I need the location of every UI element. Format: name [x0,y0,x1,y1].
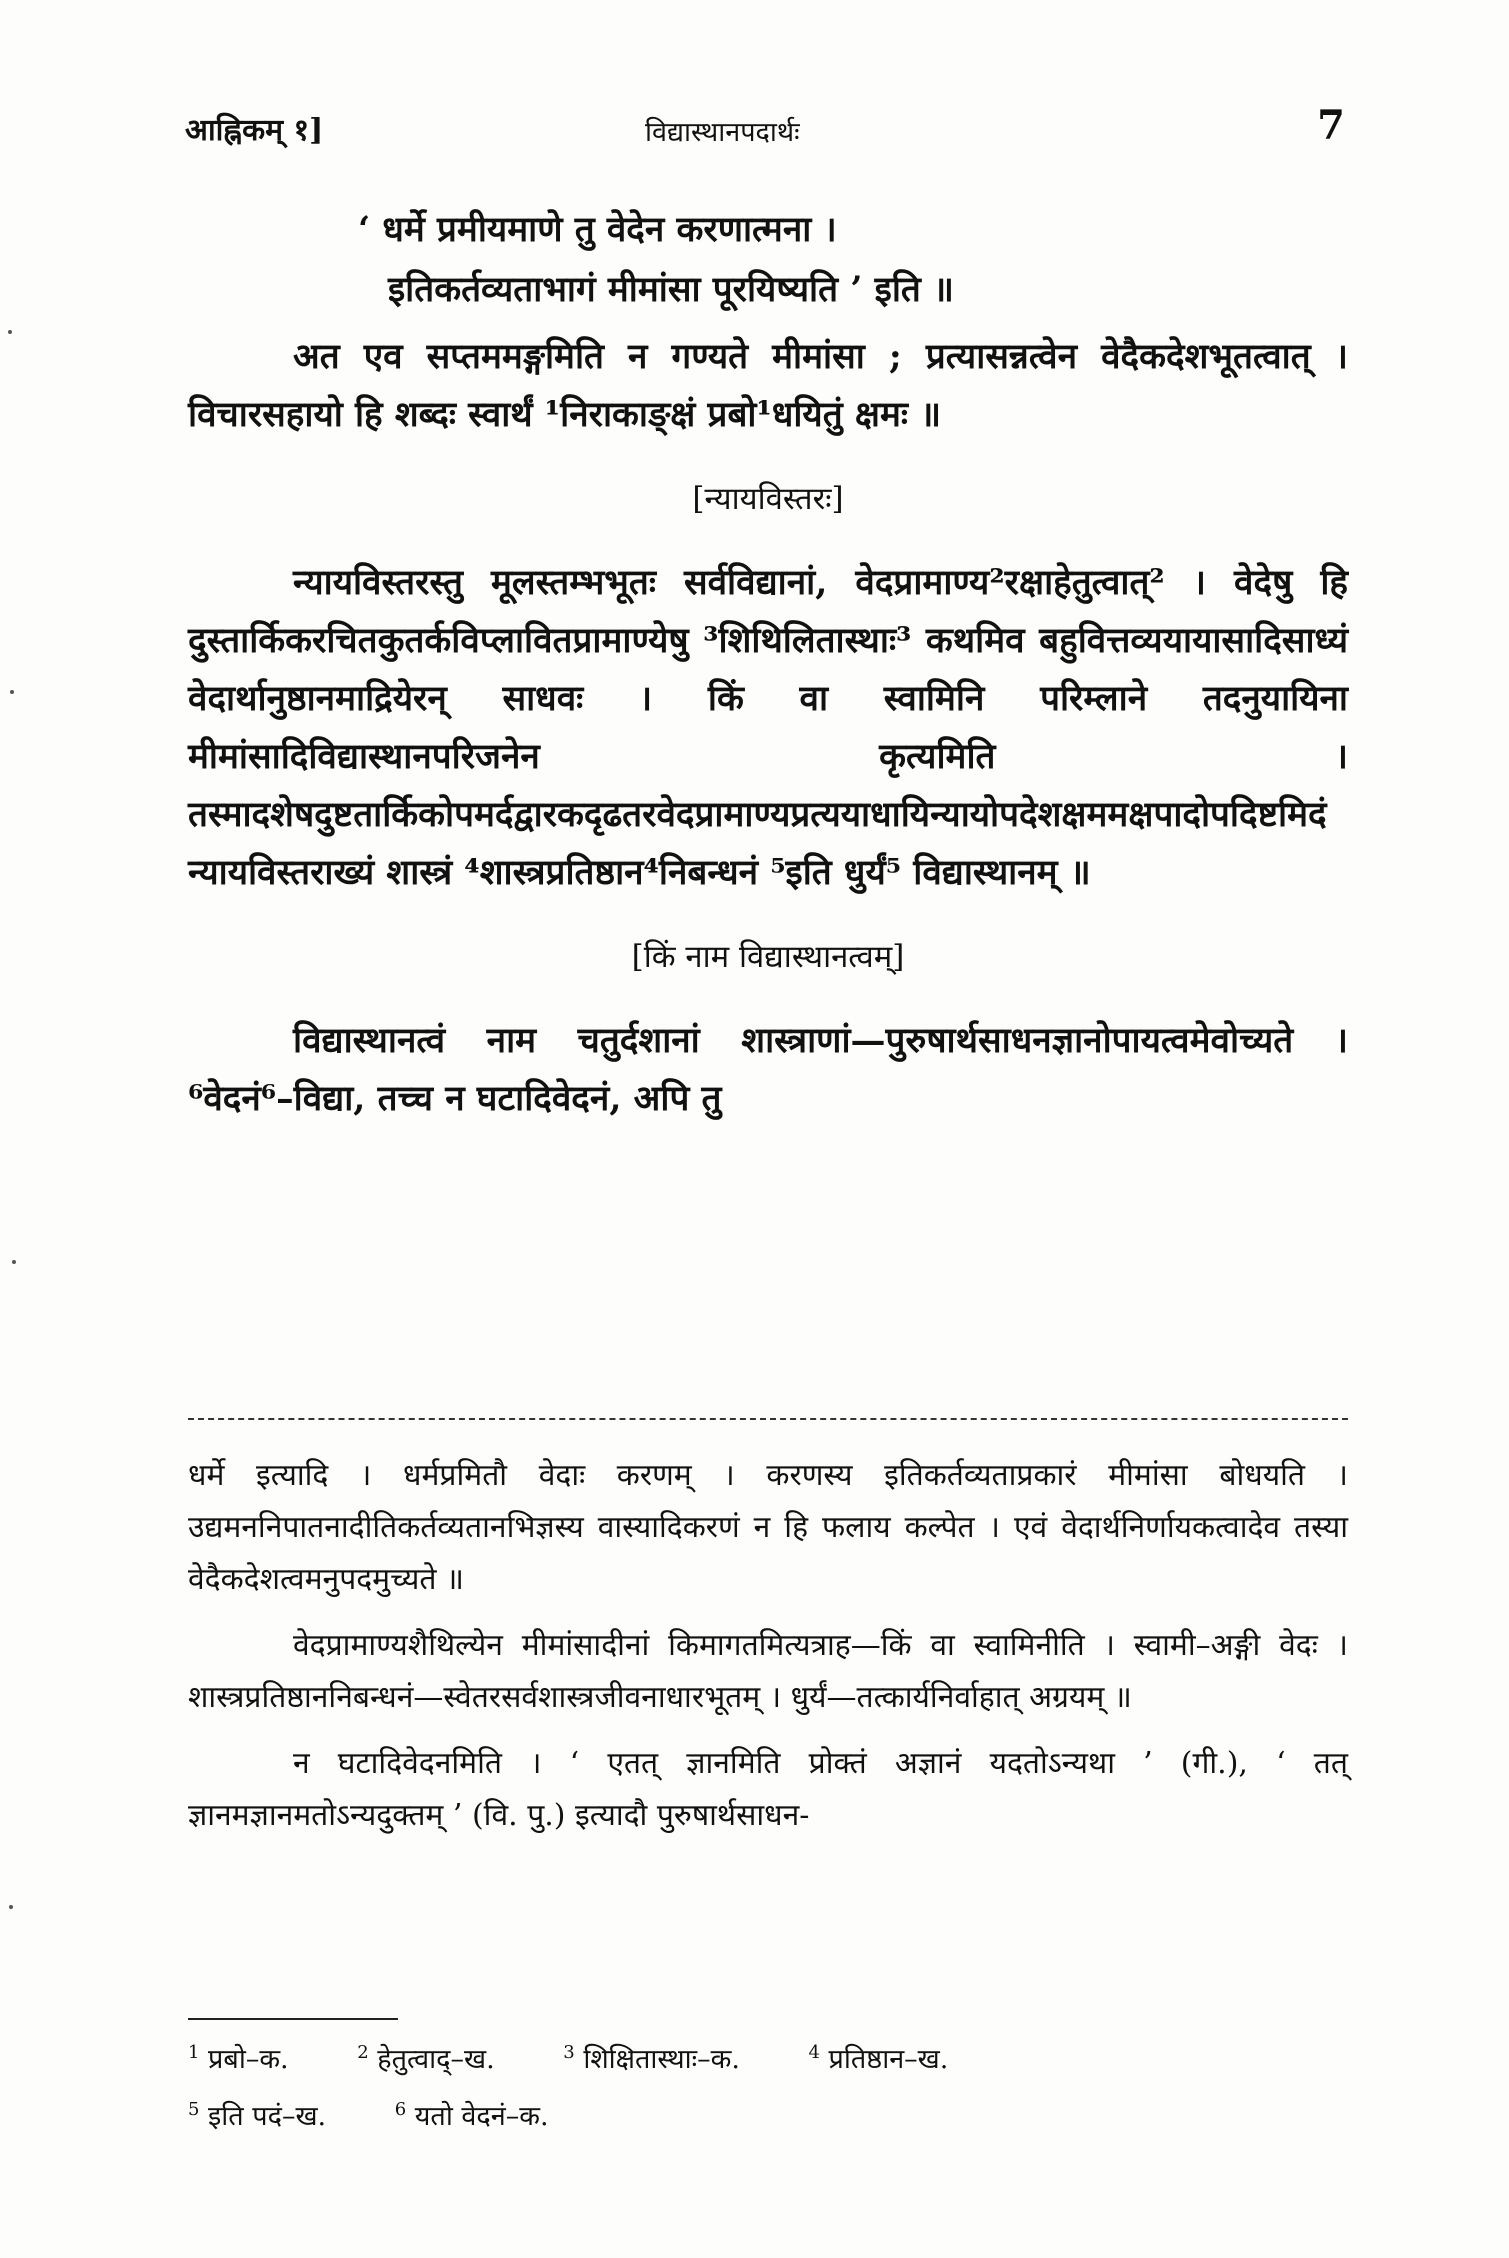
page-number: 7 [1317,102,1345,149]
running-header [185,102,1345,158]
footnote-rule [188,2018,398,2020]
commentary-paragraph: वेदप्रामाण्यशैथिल्येन मीमांसादीनां किमागतमित्यत्राह—किं वा स्वामिनीति । स्वामी–अङ्गी वेदः । शास्त्रप्रतिष्ठाननिबन्धनं—स्वेतरसर्वशास्त्रजीवनाधारभूतम् । धुर्यं—तत्कार्यनिर्वाहात् अग्रयम् ॥ [188,1628,1348,1715]
commentary-paragraph: न घटादिवेदनमिति । ‘ एतत् ज्ञानमिति प्रोक्तं अज्ञानं यदतोऽन्यथा ’ (गी.), ‘ तत् ज्ञानमज्ञानमतोऽन्यदुक्तम् ’ (वि. पु.) इत्यादौ पुरुषार्थसाधन- [188,1746,1348,1833]
scan-speck [8,330,12,334]
section-heading-nyayavistara: [न्यायविस्तरः] [692,481,844,517]
paragraph-vidyasthanatva: विद्यास्थानत्वं नाम चतुर्दशानां शास्त्राणां—पुरुषार्थसाधनज्ञानोपायत्वमेवोच्यते । ⁶वेदनं⁶–विद्या, तच्च न घटादिवेदनं, अपि तु [188,1020,1348,1119]
commentary-paragraph: धर्मे इत्यादि । धर्मप्रमितौ वेदाः करणम् । करणस्य इतिकर्तव्यताप्रकारं मीमांसा बोधयति । उद्यमननिपातनादीतिकर्तव्यतानभिज्ञस्य वास्यादिकरणं न हि फलाय कल्पेत । एवं वेदार्थनिर्णायकत्वादेव तस्या वेदैकदेशत्वमनुपदमुच्यते ॥ [188,1458,1348,1597]
commentary-divider [188,1418,1348,1420]
footnote-1: $^1$ प्रबो–क. [188,2042,289,2075]
paragraph-mimamsa: अत एव सप्तममङ्गमिति न गण्यते मीमांसा ; प्रत्यासन्नत्वेन वेदैकदेशभूतत्वात् । विचारसहायो हि शब्दः स्वार्थं ¹निराकाङ्क्षं प्रबो¹धयितुं क्षमः ॥ [188,336,1348,435]
footnote-line-1 [188,2028,1348,2085]
main-text [188,200,1348,1128]
footnote-5: $^5$ इति पदं–ख. [188,2099,327,2132]
verse-line-1: ‘ धर्मे प्रमीयमाणे तु वेदेन करणात्मना । [358,209,837,250]
footnote-3: $^3$ शिक्षितास्थाः–क. [563,2042,740,2075]
scan-speck [12,1260,16,1264]
section-heading-vidyasthanatva: [किं नाम विद्यास्थानत्वम्] [631,939,905,975]
scan-speck [10,690,14,694]
footnote-line-2 [188,2085,1348,2142]
scan-speck [9,1905,13,1909]
paragraph-nyayavistara: न्यायविस्तरस्तु मूलस्तम्भभूतः सर्वविद्यानां, वेदप्रामाण्य²रक्षाहेतुत्वात्² । वेदेषु हि दुस्तार्किकरचितकुतर्कविप्लावितप्रामाण्येषु ³शिथिलितास्थाः³ कथमिव बहुवित्तव्ययायासादिसाध्यं वेदार्थानुष्ठानमाद्रियेरन् साधवः । किं वा स्वामिनि परिम्लाने तदनुयायिना मीमांसादिविद्यास्थानपरिजनेन कृत्यमिति । तस्मादशेषदुष्टतार्किकोपमर्दद्वारकदृढतरवेदप्रामाण्यप्रत्ययाधायिन्यायोपदेशक्षममक्षपादोपदिष्टमिदं न्यायविस्तराख्यं शास्त्रं ⁴शास्त्रप्रतिष्ठान⁴निबन्धनं ⁵इति धुर्यं⁵ विद्यास्थानम् ॥ [188,562,1348,893]
footnote-6: $^6$ यतो वेदनं–क. [394,2099,549,2132]
commentary-block [188,1450,1348,1856]
footnotes [188,2028,1348,2142]
footnote-4: $^4$ प्रतिष्ठान–ख. [808,2042,949,2075]
footnote-2: $^2$ हेतुत्वाद्–ख. [357,2042,495,2075]
section-title: विद्यास्थानपदार्थः [645,117,800,148]
verse-line-2: इतिकर्तव्यताभागं मीमांसा पूरयिष्यति ’ इति ॥ [388,269,954,310]
chapter-label: आह्निकम् १] [185,113,324,148]
